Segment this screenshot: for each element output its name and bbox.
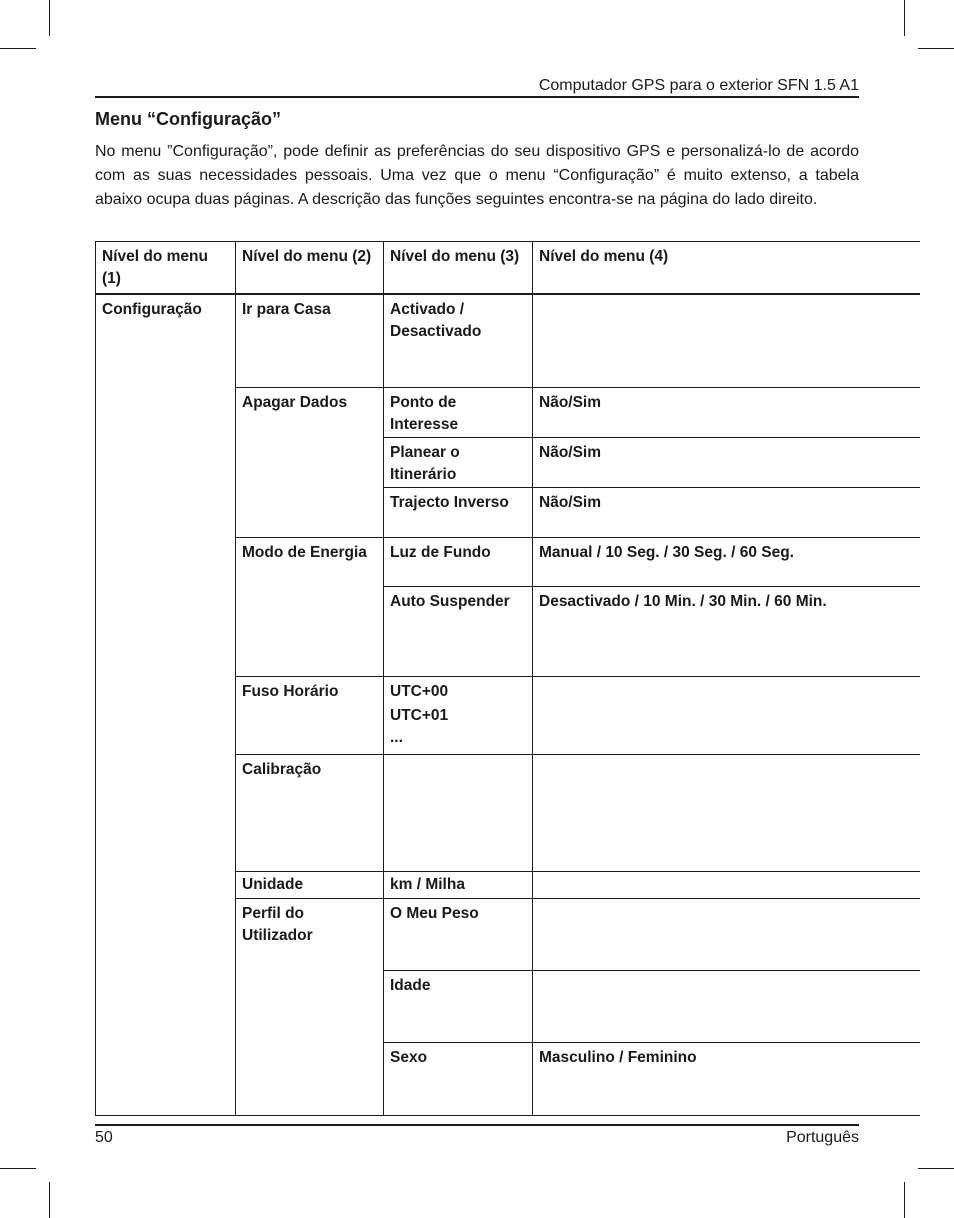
level3-cell: Ponto de Interesse: [384, 388, 533, 438]
level3-cell: km / Milha: [384, 872, 533, 899]
level3-cell: Trajecto Inverso: [384, 488, 533, 538]
level3-cell: Idade: [384, 971, 533, 1043]
level1-cell: Configuração: [96, 294, 236, 1116]
timezone-option: UTC+00: [390, 683, 449, 700]
running-head: Computador GPS para o exterior SFN 1.5 A1: [538, 77, 859, 94]
crop-mark: [0, 1168, 36, 1169]
table-row: [96, 294, 920, 388]
level2-cell: Calibração: [236, 755, 384, 872]
level4-cell: Masculino / Feminino: [533, 1043, 920, 1116]
level4-cell: [533, 755, 920, 872]
level3-cell: O Meu Peso: [384, 899, 533, 971]
level4-cell: [533, 872, 920, 899]
level4-cell: Manual / 10 Seg. / 30 Seg. / 60 Seg.: [533, 538, 920, 587]
level2-cell: Apagar Dados: [236, 388, 384, 538]
level4-cell: Desactivado / 10 Min. / 30 Min. / 60 Min.: [533, 587, 920, 677]
crop-mark: [918, 1168, 954, 1169]
level3-cell: Sexo: [384, 1043, 533, 1116]
level2-cell: Fuso Horário: [236, 677, 384, 755]
level3-cell: Luz de Fundo: [384, 538, 533, 587]
level2-cell: Ir para Casa: [236, 294, 384, 388]
footer-rule: [95, 1124, 859, 1126]
column-header: Nível do menu (4): [533, 242, 920, 294]
level3-cell: Planear o Itinerário: [384, 438, 533, 488]
level3-cell: [384, 755, 533, 872]
crop-mark: [49, 0, 50, 36]
column-header: Nível do menu (1): [96, 242, 236, 294]
level4-cell: Não/Sim: [533, 488, 920, 538]
menu-table: [95, 241, 920, 1116]
level4-cell: Não/Sim: [533, 438, 920, 488]
crop-mark: [0, 48, 36, 49]
crop-mark: [904, 1182, 905, 1218]
level4-cell: [533, 971, 920, 1043]
section-title: Menu “Configuração”: [95, 109, 282, 129]
crop-mark: [904, 0, 905, 36]
level3-cell: Auto Suspender: [384, 587, 533, 677]
level3-cell: [384, 677, 533, 755]
footer-language: Português: [786, 1129, 859, 1146]
level4-cell: [533, 899, 920, 971]
crop-mark: [918, 48, 954, 49]
level2-cell: Unidade: [236, 872, 384, 899]
level3-cell: Activado / Desactivado: [384, 294, 533, 388]
level4-cell: [533, 294, 920, 388]
level4-cell: [533, 677, 920, 755]
page-number: 50: [95, 1129, 113, 1146]
level2-cell: Modo de Energia: [236, 538, 384, 677]
column-header: Nível do menu (2): [236, 242, 384, 294]
column-header: Nível do menu (3): [384, 242, 533, 294]
timezone-option: ...: [390, 729, 403, 746]
header-rule: [95, 96, 859, 98]
table-header-row: [96, 242, 920, 294]
intro-paragraph: No menu ”Configuração”, pode definir as preferências do seu dispositivo GPS e personalizá-lo de acordo com as suas necessidades pessoais. Uma vez que o menu “Configuração” é muito extenso, a tabela abaixo ocupa duas páginas. A descrição das funções seguintes encontra-se na página do lado direito.: [95, 143, 859, 208]
level2-cell: Perfil do Utilizador: [236, 899, 384, 1116]
timezone-option: UTC+01: [390, 707, 449, 724]
crop-mark: [49, 1182, 50, 1218]
level4-cell: Não/Sim: [533, 388, 920, 438]
